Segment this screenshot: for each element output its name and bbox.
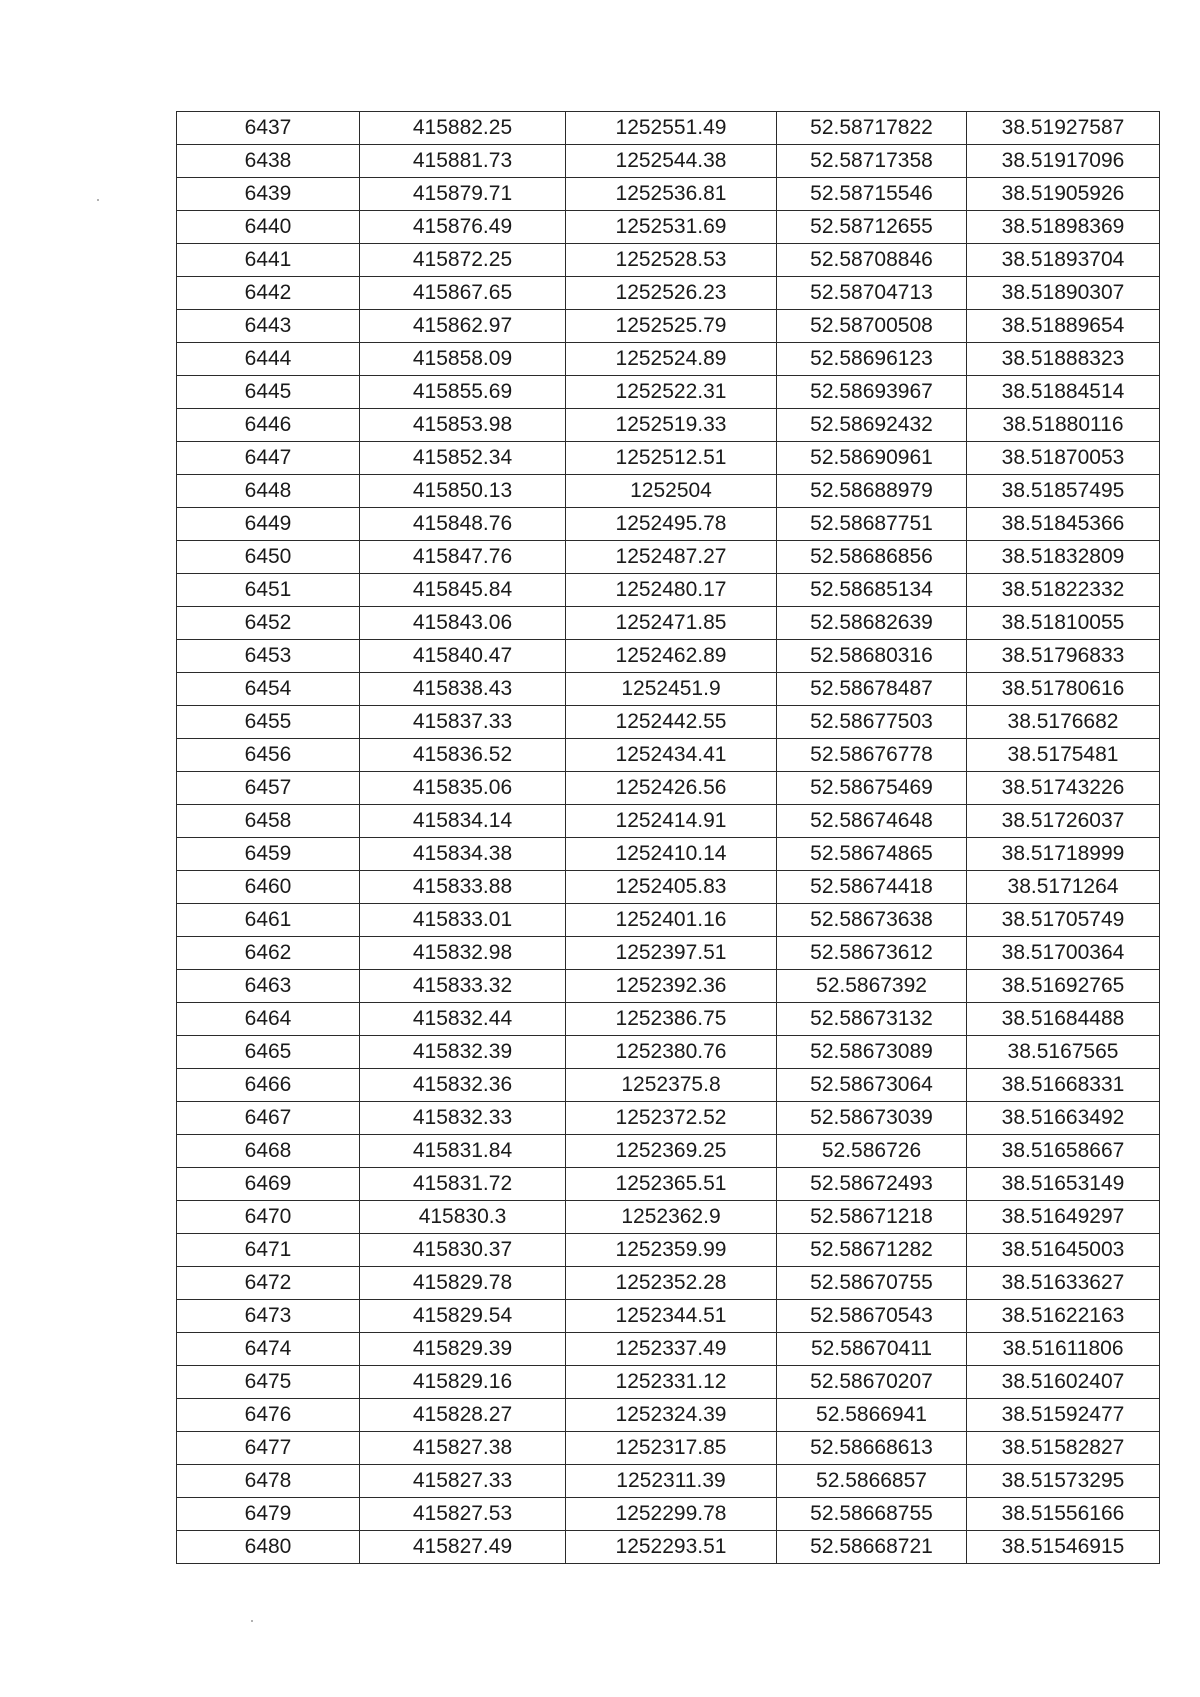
latitude-cell: 52.58672493 [777,1168,967,1201]
y-coordinate-cell: 1252386.75 [566,1003,777,1036]
point-number-cell: 6437 [177,112,360,145]
point-number-cell: 6442 [177,277,360,310]
x-coordinate-cell: 415833.32 [360,970,566,1003]
latitude-cell: 52.58700508 [777,310,967,343]
y-coordinate-cell: 1252299.78 [566,1498,777,1531]
latitude-cell: 52.58693967 [777,376,967,409]
point-number-cell: 6472 [177,1267,360,1300]
x-coordinate-cell: 415832.36 [360,1069,566,1102]
longitude-cell: 38.51556166 [967,1498,1160,1531]
latitude-cell: 52.58671218 [777,1201,967,1234]
y-coordinate-cell: 1252401.16 [566,904,777,937]
point-number-cell: 6471 [177,1234,360,1267]
table-row [177,1135,1160,1168]
point-number-cell: 6461 [177,904,360,937]
y-coordinate-cell: 1252293.51 [566,1531,777,1564]
x-coordinate-cell: 415840.47 [360,640,566,673]
y-coordinate-cell: 1252528.53 [566,244,777,277]
y-coordinate-cell: 1252337.49 [566,1333,777,1366]
longitude-cell: 38.51743226 [967,772,1160,805]
longitude-cell: 38.51780616 [967,673,1160,706]
table-row [177,1366,1160,1399]
y-coordinate-cell: 1252522.31 [566,376,777,409]
x-coordinate-cell: 415838.43 [360,673,566,706]
point-number-cell: 6458 [177,805,360,838]
point-number-cell: 6480 [177,1531,360,1564]
x-coordinate-cell: 415867.65 [360,277,566,310]
longitude-cell: 38.51917096 [967,145,1160,178]
table-row [177,1168,1160,1201]
x-coordinate-cell: 415830.3 [360,1201,566,1234]
table-row [177,1432,1160,1465]
point-number-cell: 6445 [177,376,360,409]
x-coordinate-cell: 415832.98 [360,937,566,970]
longitude-cell: 38.51684488 [967,1003,1160,1036]
x-coordinate-cell: 415829.78 [360,1267,566,1300]
table-row [177,145,1160,178]
y-coordinate-cell: 1252480.17 [566,574,777,607]
table-row [177,376,1160,409]
y-coordinate-cell: 1252405.83 [566,871,777,904]
table-row [177,1399,1160,1432]
longitude-cell: 38.51884514 [967,376,1160,409]
point-number-cell: 6474 [177,1333,360,1366]
y-coordinate-cell: 1252495.78 [566,508,777,541]
latitude-cell: 52.58682639 [777,607,967,640]
latitude-cell: 52.58671282 [777,1234,967,1267]
y-coordinate-cell: 1252551.49 [566,112,777,145]
longitude-cell: 38.51653149 [967,1168,1160,1201]
longitude-cell: 38.51905926 [967,178,1160,211]
table-row [177,475,1160,508]
point-number-cell: 6447 [177,442,360,475]
y-coordinate-cell: 1252519.33 [566,409,777,442]
table-row [177,706,1160,739]
latitude-cell: 52.58685134 [777,574,967,607]
latitude-cell: 52.58670755 [777,1267,967,1300]
latitude-cell: 52.58670411 [777,1333,967,1366]
y-coordinate-cell: 1252324.39 [566,1399,777,1432]
latitude-cell: 52.5867392 [777,970,967,1003]
longitude-cell: 38.5171264 [967,871,1160,904]
y-coordinate-cell: 1252414.91 [566,805,777,838]
table-row [177,541,1160,574]
point-number-cell: 6438 [177,145,360,178]
x-coordinate-cell: 415835.06 [360,772,566,805]
y-coordinate-cell: 1252531.69 [566,211,777,244]
y-coordinate-cell: 1252544.38 [566,145,777,178]
latitude-cell: 52.58676778 [777,739,967,772]
x-coordinate-cell: 415829.16 [360,1366,566,1399]
table-row [177,1036,1160,1069]
longitude-cell: 38.51889654 [967,310,1160,343]
y-coordinate-cell: 1252410.14 [566,838,777,871]
x-coordinate-cell: 415848.76 [360,508,566,541]
longitude-cell: 38.51546915 [967,1531,1160,1564]
table-row [177,508,1160,541]
table-row [177,805,1160,838]
latitude-cell: 52.58688979 [777,475,967,508]
x-coordinate-cell: 415862.97 [360,310,566,343]
point-number-cell: 6451 [177,574,360,607]
point-number-cell: 6454 [177,673,360,706]
point-number-cell: 6479 [177,1498,360,1531]
y-coordinate-cell: 1252442.55 [566,706,777,739]
point-number-cell: 6444 [177,343,360,376]
point-number-cell: 6466 [177,1069,360,1102]
point-number-cell: 6463 [177,970,360,1003]
longitude-cell: 38.51832809 [967,541,1160,574]
longitude-cell: 38.51692765 [967,970,1160,1003]
x-coordinate-cell: 415879.71 [360,178,566,211]
x-coordinate-cell: 415828.27 [360,1399,566,1432]
latitude-cell: 52.58715546 [777,178,967,211]
point-number-cell: 6455 [177,706,360,739]
table-row [177,772,1160,805]
longitude-cell: 38.51822332 [967,574,1160,607]
point-number-cell: 6464 [177,1003,360,1036]
x-coordinate-cell: 415855.69 [360,376,566,409]
point-number-cell: 6477 [177,1432,360,1465]
point-number-cell: 6475 [177,1366,360,1399]
table-row [177,970,1160,1003]
latitude-cell: 52.58673039 [777,1102,967,1135]
latitude-cell: 52.58674865 [777,838,967,871]
point-number-cell: 6450 [177,541,360,574]
x-coordinate-cell: 415830.37 [360,1234,566,1267]
latitude-cell: 52.58673612 [777,937,967,970]
latitude-cell: 52.58708846 [777,244,967,277]
table-row [177,178,1160,211]
y-coordinate-cell: 1252365.51 [566,1168,777,1201]
latitude-cell: 52.58680316 [777,640,967,673]
longitude-cell: 38.51663492 [967,1102,1160,1135]
longitude-cell: 38.51649297 [967,1201,1160,1234]
longitude-cell: 38.51700364 [967,937,1160,970]
longitude-cell: 38.51890307 [967,277,1160,310]
longitude-cell: 38.51893704 [967,244,1160,277]
table-row [177,244,1160,277]
longitude-cell: 38.51927587 [967,112,1160,145]
longitude-cell: 38.51611806 [967,1333,1160,1366]
x-coordinate-cell: 415831.84 [360,1135,566,1168]
table-row [177,607,1160,640]
table-row [177,211,1160,244]
y-coordinate-cell: 1252426.56 [566,772,777,805]
table-row [177,640,1160,673]
latitude-cell: 52.58704713 [777,277,967,310]
table-row [177,1300,1160,1333]
longitude-cell: 38.51796833 [967,640,1160,673]
x-coordinate-cell: 415829.39 [360,1333,566,1366]
x-coordinate-cell: 415876.49 [360,211,566,244]
table-row [177,343,1160,376]
latitude-cell: 52.58675469 [777,772,967,805]
table-row [177,1234,1160,1267]
latitude-cell: 52.58674648 [777,805,967,838]
latitude-cell: 52.58717358 [777,145,967,178]
latitude-cell: 52.58687751 [777,508,967,541]
point-number-cell: 6446 [177,409,360,442]
latitude-cell: 52.58673064 [777,1069,967,1102]
x-coordinate-cell: 415827.38 [360,1432,566,1465]
longitude-cell: 38.51592477 [967,1399,1160,1432]
coordinates-table [176,111,1160,1564]
table-row [177,310,1160,343]
point-number-cell: 6443 [177,310,360,343]
table-row [177,673,1160,706]
point-number-cell: 6440 [177,211,360,244]
table-row [177,1267,1160,1300]
longitude-cell: 38.51658667 [967,1135,1160,1168]
y-coordinate-cell: 1252372.52 [566,1102,777,1135]
table-row [177,1102,1160,1135]
longitude-cell: 38.51582827 [967,1432,1160,1465]
coordinates-table-body [177,112,1160,1564]
y-coordinate-cell: 1252352.28 [566,1267,777,1300]
longitude-cell: 38.51870053 [967,442,1160,475]
point-number-cell: 6441 [177,244,360,277]
y-coordinate-cell: 1252504 [566,475,777,508]
latitude-cell: 52.58674418 [777,871,967,904]
x-coordinate-cell: 415858.09 [360,343,566,376]
y-coordinate-cell: 1252380.76 [566,1036,777,1069]
x-coordinate-cell: 415837.33 [360,706,566,739]
point-number-cell: 6462 [177,937,360,970]
latitude-cell: 52.58686856 [777,541,967,574]
point-number-cell: 6460 [177,871,360,904]
x-coordinate-cell: 415847.76 [360,541,566,574]
table-row [177,1201,1160,1234]
longitude-cell: 38.51705749 [967,904,1160,937]
point-number-cell: 6476 [177,1399,360,1432]
y-coordinate-cell: 1252375.8 [566,1069,777,1102]
point-number-cell: 6452 [177,607,360,640]
longitude-cell: 38.51668331 [967,1069,1160,1102]
y-coordinate-cell: 1252462.89 [566,640,777,673]
latitude-cell: 52.58696123 [777,343,967,376]
x-coordinate-cell: 415834.14 [360,805,566,838]
scan-speck [97,199,99,201]
table-row [177,409,1160,442]
table-row [177,1003,1160,1036]
y-coordinate-cell: 1252397.51 [566,937,777,970]
longitude-cell: 38.5175481 [967,739,1160,772]
y-coordinate-cell: 1252362.9 [566,1201,777,1234]
y-coordinate-cell: 1252536.81 [566,178,777,211]
x-coordinate-cell: 415829.54 [360,1300,566,1333]
table-row [177,838,1160,871]
point-number-cell: 6457 [177,772,360,805]
x-coordinate-cell: 415836.52 [360,739,566,772]
longitude-cell: 38.51857495 [967,475,1160,508]
y-coordinate-cell: 1252434.41 [566,739,777,772]
longitude-cell: 38.51845366 [967,508,1160,541]
y-coordinate-cell: 1252392.36 [566,970,777,1003]
x-coordinate-cell: 415882.25 [360,112,566,145]
point-number-cell: 6439 [177,178,360,211]
latitude-cell: 52.58677503 [777,706,967,739]
y-coordinate-cell: 1252311.39 [566,1465,777,1498]
table-row [177,277,1160,310]
table-row [177,112,1160,145]
y-coordinate-cell: 1252359.99 [566,1234,777,1267]
x-coordinate-cell: 415853.98 [360,409,566,442]
latitude-cell: 52.58678487 [777,673,967,706]
latitude-cell: 52.58692432 [777,409,967,442]
longitude-cell: 38.51602407 [967,1366,1160,1399]
latitude-cell: 52.58670543 [777,1300,967,1333]
latitude-cell: 52.58668613 [777,1432,967,1465]
longitude-cell: 38.51622163 [967,1300,1160,1333]
latitude-cell: 52.586726 [777,1135,967,1168]
point-number-cell: 6467 [177,1102,360,1135]
x-coordinate-cell: 415831.72 [360,1168,566,1201]
x-coordinate-cell: 415832.39 [360,1036,566,1069]
x-coordinate-cell: 415832.33 [360,1102,566,1135]
table-row [177,904,1160,937]
table-row [177,937,1160,970]
y-coordinate-cell: 1252471.85 [566,607,777,640]
point-number-cell: 6465 [177,1036,360,1069]
x-coordinate-cell: 415832.44 [360,1003,566,1036]
point-number-cell: 6449 [177,508,360,541]
latitude-cell: 52.5866857 [777,1465,967,1498]
latitude-cell: 52.58690961 [777,442,967,475]
table-row [177,1465,1160,1498]
table-row [177,1498,1160,1531]
point-number-cell: 6478 [177,1465,360,1498]
latitude-cell: 52.58712655 [777,211,967,244]
table-row [177,739,1160,772]
latitude-cell: 52.58668721 [777,1531,967,1564]
longitude-cell: 38.51718999 [967,838,1160,871]
latitude-cell: 52.58668755 [777,1498,967,1531]
table-row [177,1531,1160,1564]
latitude-cell: 52.58673089 [777,1036,967,1069]
x-coordinate-cell: 415834.38 [360,838,566,871]
longitude-cell: 38.51898369 [967,211,1160,244]
point-number-cell: 6473 [177,1300,360,1333]
point-number-cell: 6469 [177,1168,360,1201]
y-coordinate-cell: 1252369.25 [566,1135,777,1168]
table-row [177,871,1160,904]
y-coordinate-cell: 1252524.89 [566,343,777,376]
y-coordinate-cell: 1252451.9 [566,673,777,706]
y-coordinate-cell: 1252526.23 [566,277,777,310]
x-coordinate-cell: 415843.06 [360,607,566,640]
longitude-cell: 38.51726037 [967,805,1160,838]
longitude-cell: 38.51880116 [967,409,1160,442]
longitude-cell: 38.51573295 [967,1465,1160,1498]
table-row [177,442,1160,475]
x-coordinate-cell: 415845.84 [360,574,566,607]
point-number-cell: 6468 [177,1135,360,1168]
longitude-cell: 38.51810055 [967,607,1160,640]
y-coordinate-cell: 1252344.51 [566,1300,777,1333]
latitude-cell: 52.58670207 [777,1366,967,1399]
y-coordinate-cell: 1252487.27 [566,541,777,574]
x-coordinate-cell: 415872.25 [360,244,566,277]
latitude-cell: 52.58717822 [777,112,967,145]
x-coordinate-cell: 415833.88 [360,871,566,904]
latitude-cell: 52.58673638 [777,904,967,937]
longitude-cell: 38.5176682 [967,706,1160,739]
x-coordinate-cell: 415827.49 [360,1531,566,1564]
point-number-cell: 6448 [177,475,360,508]
x-coordinate-cell: 415850.13 [360,475,566,508]
x-coordinate-cell: 415881.73 [360,145,566,178]
table-row [177,574,1160,607]
x-coordinate-cell: 415827.33 [360,1465,566,1498]
x-coordinate-cell: 415852.34 [360,442,566,475]
scan-speck [251,1620,253,1622]
longitude-cell: 38.5167565 [967,1036,1160,1069]
x-coordinate-cell: 415827.53 [360,1498,566,1531]
longitude-cell: 38.51645003 [967,1234,1160,1267]
point-number-cell: 6459 [177,838,360,871]
point-number-cell: 6470 [177,1201,360,1234]
y-coordinate-cell: 1252331.12 [566,1366,777,1399]
point-number-cell: 6456 [177,739,360,772]
table-row [177,1069,1160,1102]
latitude-cell: 52.58673132 [777,1003,967,1036]
table-row [177,1333,1160,1366]
point-number-cell: 6453 [177,640,360,673]
y-coordinate-cell: 1252317.85 [566,1432,777,1465]
latitude-cell: 52.5866941 [777,1399,967,1432]
longitude-cell: 38.51633627 [967,1267,1160,1300]
longitude-cell: 38.51888323 [967,343,1160,376]
y-coordinate-cell: 1252525.79 [566,310,777,343]
x-coordinate-cell: 415833.01 [360,904,566,937]
y-coordinate-cell: 1252512.51 [566,442,777,475]
